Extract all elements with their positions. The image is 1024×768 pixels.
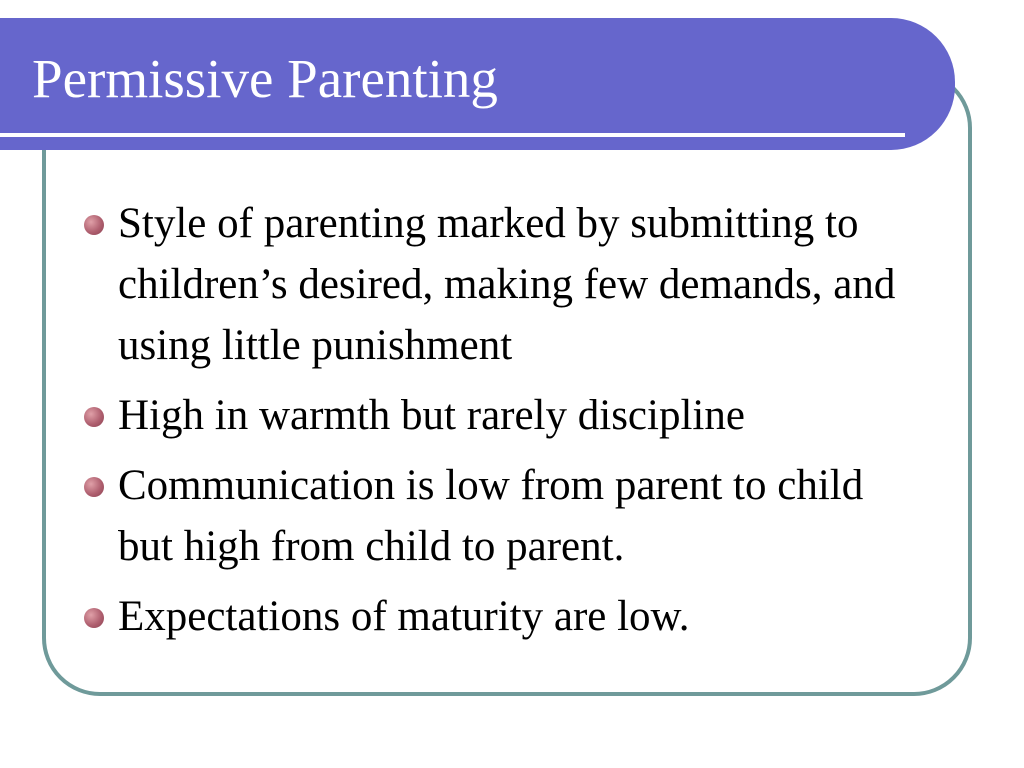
bullet-dot-icon: [84, 215, 104, 235]
bullet-text: Communication is low from parent to child but high from child to parent.: [118, 462, 864, 570]
bullet-item: [82, 455, 902, 577]
bullet-item: [82, 586, 902, 647]
bullet-text: Style of parenting marked by submitting to children’s desired, making few demands, and using little punishment: [118, 200, 896, 369]
bullet-list: [82, 193, 902, 656]
bullet-item: [82, 193, 902, 376]
bullet-item: [82, 385, 902, 446]
bullet-text: High in warmth but rarely discipline: [118, 392, 745, 439]
title-underline: [0, 133, 905, 137]
bullet-text: Expectations of maturity are low.: [118, 593, 690, 640]
bullet-dot-icon: [84, 608, 104, 628]
bullet-dot-icon: [84, 407, 104, 427]
slide-title: Permissive Parenting: [32, 48, 498, 109]
bullet-dot-icon: [84, 477, 104, 497]
